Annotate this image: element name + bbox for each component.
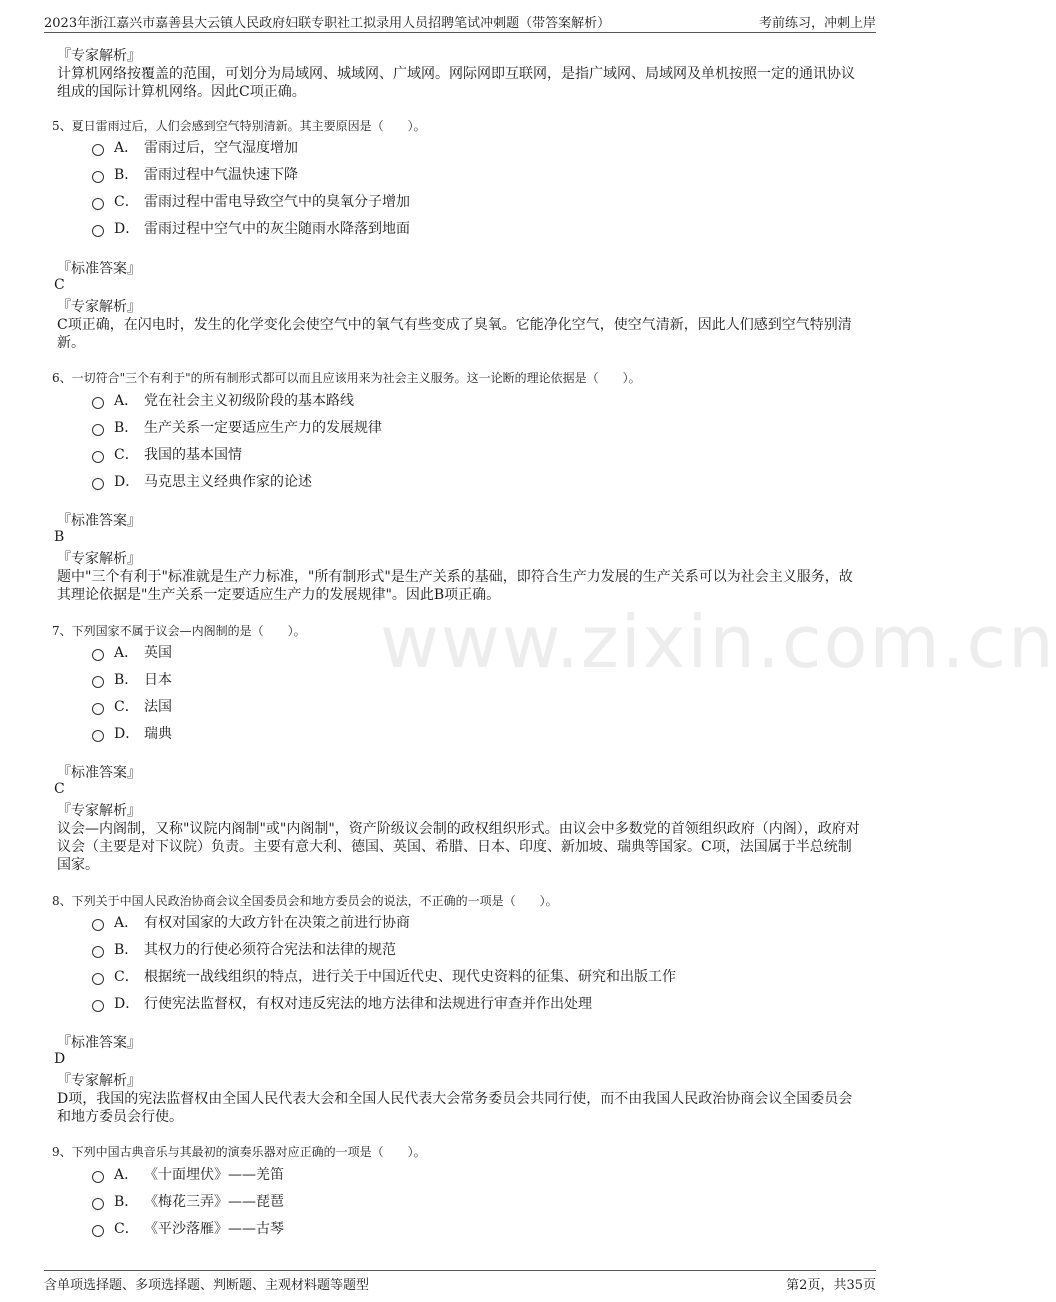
option-text: 瑞典 [144, 726, 172, 742]
option-letter: A． [114, 140, 139, 156]
option-d[interactable] [92, 218, 410, 236]
standard-answer: B [54, 529, 65, 545]
option-b[interactable] [92, 417, 382, 435]
option-text: 马克思主义经典作家的论述 [144, 474, 312, 490]
option-text: 雷雨过程中雷电导致空气中的臭氧分子增加 [144, 194, 410, 210]
option-c[interactable] [92, 444, 242, 462]
question-stem: 6、一切符合"三个有利于"的所有制形式都可以而且应该用来为社会主义服务。这一论断的理论依据是（ ）。 [52, 371, 641, 385]
option-letter: D． [114, 996, 140, 1012]
option-text: 其权力的行使必须符合宪法和法律的规范 [144, 942, 396, 958]
radio-icon[interactable] [92, 946, 104, 958]
watermark: www.zixin.com.cn [380, 600, 1056, 684]
radio-icon[interactable] [92, 676, 104, 688]
option-text: 《平沙落雁》——古琴 [144, 1221, 284, 1237]
expert-analysis-label: 『专家解析』 [57, 551, 141, 567]
option-letter: A． [114, 1167, 139, 1183]
standard-answer: C [54, 277, 65, 293]
option-letter: B． [114, 942, 139, 958]
option-letter: C． [114, 194, 139, 210]
analysis-text: C项正确，在闪电时，发生的化学变化会使空气中的氧气有些变成了臭氧。它能净化空气，使空气清新，因此人们感到空气特别清新。 [57, 317, 852, 351]
question-stem: 5、夏日雷雨过后，人们会感到空气特别清新。其主要原因是（ ）。 [52, 119, 426, 133]
option-text: 党在社会主义初级阶段的基本路线 [144, 393, 354, 409]
option-letter: B． [114, 1194, 139, 1210]
option-letter: A． [114, 915, 139, 931]
standard-answer-label: 『标准答案』 [57, 1035, 141, 1051]
radio-icon[interactable] [92, 730, 104, 742]
standard-answer: C [54, 781, 65, 797]
question-stem: 9、下列中国古典音乐与其最初的演奏乐器对应正确的一项是（ ）。 [52, 1145, 426, 1159]
analysis-text: 议会—内阁制，又称"议院内阁制"或"内阁制"，资产阶级议会制的政权组织形式。由议会中多数党的首领组织政府（内阁），政府对议会（主要是对下议院）负责。主要有意大利、德国、英国、希腊、日本、印度、新加坡、瑞典等国家。C项，法国属于半总统制国家。 [57, 821, 860, 873]
option-c[interactable] [92, 191, 410, 209]
option-text: 雷雨过程中空气中的灰尘随雨水降落到地面 [144, 221, 410, 237]
option-letter: D． [114, 726, 140, 742]
option-letter: C． [114, 969, 139, 985]
option-text: 英国 [144, 645, 172, 661]
radio-icon[interactable] [92, 397, 104, 409]
question-stem: 7、下列国家不属于议会—内阁制的是（ ）。 [52, 624, 306, 638]
radio-icon[interactable] [92, 171, 104, 183]
option-letter: B． [114, 420, 139, 436]
option-letter: C． [114, 699, 139, 715]
option-text: 雷雨过程中气温快速下降 [144, 167, 298, 183]
option-text: 《十面埋伏》——羌笛 [144, 1167, 284, 1183]
option-d[interactable] [92, 471, 312, 489]
option-text: 根据统一战线组织的特点，进行关于中国近代史、现代史资料的征集、研究和出版工作 [144, 969, 676, 985]
radio-icon[interactable] [92, 973, 104, 985]
radio-icon[interactable] [92, 703, 104, 715]
option-text: 《梅花三弄》——琵琶 [144, 1194, 284, 1210]
radio-icon[interactable] [92, 424, 104, 436]
standard-answer-label: 『标准答案』 [57, 261, 141, 277]
option-a[interactable] [92, 390, 354, 408]
radio-icon[interactable] [92, 478, 104, 490]
analysis-text: D项，我国的宪法监督权由全国人民代表大会和全国人民代表大会常务委员会共同行使，而不由我国人民政治协商会议全国委员会和地方委员会行使。 [57, 1091, 853, 1125]
option-text: 有权对国家的大政方针在决策之前进行协商 [144, 915, 410, 931]
option-letter: A． [114, 393, 139, 409]
option-text: 行使宪法监督权，有权对违反宪法的地方法律和法规进行审查并作出处理 [144, 996, 592, 1012]
option-a[interactable] [92, 1164, 284, 1182]
option-letter: B． [114, 167, 139, 183]
option-b[interactable] [92, 164, 298, 182]
option-letter: D． [114, 221, 140, 237]
page-number: 第2页，共35页 [786, 1278, 876, 1293]
expert-analysis-label: 『专家解析』 [57, 299, 141, 315]
option-letter: C． [114, 447, 139, 463]
expert-analysis-label: 『专家解析』 [57, 48, 141, 64]
option-a[interactable] [92, 912, 410, 930]
radio-icon[interactable] [92, 225, 104, 237]
analysis-text: 题中"三个有利于"标准就是生产力标准，"所有制形式"是生产关系的基础，即符合生产力发展的生产关系可以为社会主义服务，故其理论依据是"生产关系一定要适应生产力的发展规律"。因此B项正确。 [57, 569, 853, 603]
option-d[interactable] [92, 723, 172, 741]
expert-analysis-label: 『专家解析』 [57, 803, 141, 819]
document-title: 2023年浙江嘉兴市嘉善县大云镇人民政府妇联专职社工拟录用人员招聘笔试冲刺题（带答案解析） [44, 16, 611, 31]
standard-answer-label: 『标准答案』 [57, 765, 141, 781]
option-a[interactable] [92, 642, 172, 660]
option-text: 我国的基本国情 [144, 447, 242, 463]
option-b[interactable] [92, 669, 172, 687]
radio-icon[interactable] [92, 198, 104, 210]
radio-icon[interactable] [92, 1000, 104, 1012]
radio-icon[interactable] [92, 144, 104, 156]
standard-answer-label: 『标准答案』 [57, 513, 141, 529]
radio-icon[interactable] [92, 451, 104, 463]
radio-icon[interactable] [92, 1171, 104, 1183]
page-footer [44, 1270, 876, 1296]
option-b[interactable] [92, 1191, 284, 1209]
option-text: 生产关系一定要适应生产力的发展规律 [144, 420, 382, 436]
radio-icon[interactable] [92, 649, 104, 661]
option-letter: D． [114, 474, 140, 490]
radio-icon[interactable] [92, 919, 104, 931]
option-d[interactable] [92, 993, 592, 1011]
option-b[interactable] [92, 939, 396, 957]
option-letter: A． [114, 645, 139, 661]
option-text: 雷雨过后，空气湿度增加 [144, 140, 298, 156]
option-text: 法国 [144, 699, 172, 715]
option-text: 日本 [144, 672, 172, 688]
option-c[interactable] [92, 696, 172, 714]
option-c[interactable] [92, 966, 676, 984]
page-header [44, 10, 876, 33]
option-letter: B． [114, 672, 139, 688]
radio-icon[interactable] [92, 1225, 104, 1237]
option-letter: C． [114, 1221, 139, 1237]
analysis-text: 计算机网络按覆盖的范围，可划分为局域网、城域网、广域网。网际网即互联网，是指广域网、局域网及单机按照一定的通讯协议组成的国际计算机网络。因此C项正确。 [57, 66, 855, 100]
question-stem: 8、下列关于中国人民政治协商会议全国委员会和地方委员会的说法，不正确的一项是（ ）。 [52, 894, 558, 908]
expert-analysis-label: 『专家解析』 [57, 1073, 141, 1089]
header-slogan: 考前练习，冲刺上岸 [758, 16, 876, 31]
radio-icon[interactable] [92, 1198, 104, 1210]
standard-answer: D [54, 1051, 66, 1067]
option-a[interactable] [92, 137, 298, 155]
option-c[interactable] [92, 1218, 284, 1236]
footer-question-types: 含单项选择题、多项选择题、判断题、主观材料题等题型 [44, 1278, 370, 1293]
